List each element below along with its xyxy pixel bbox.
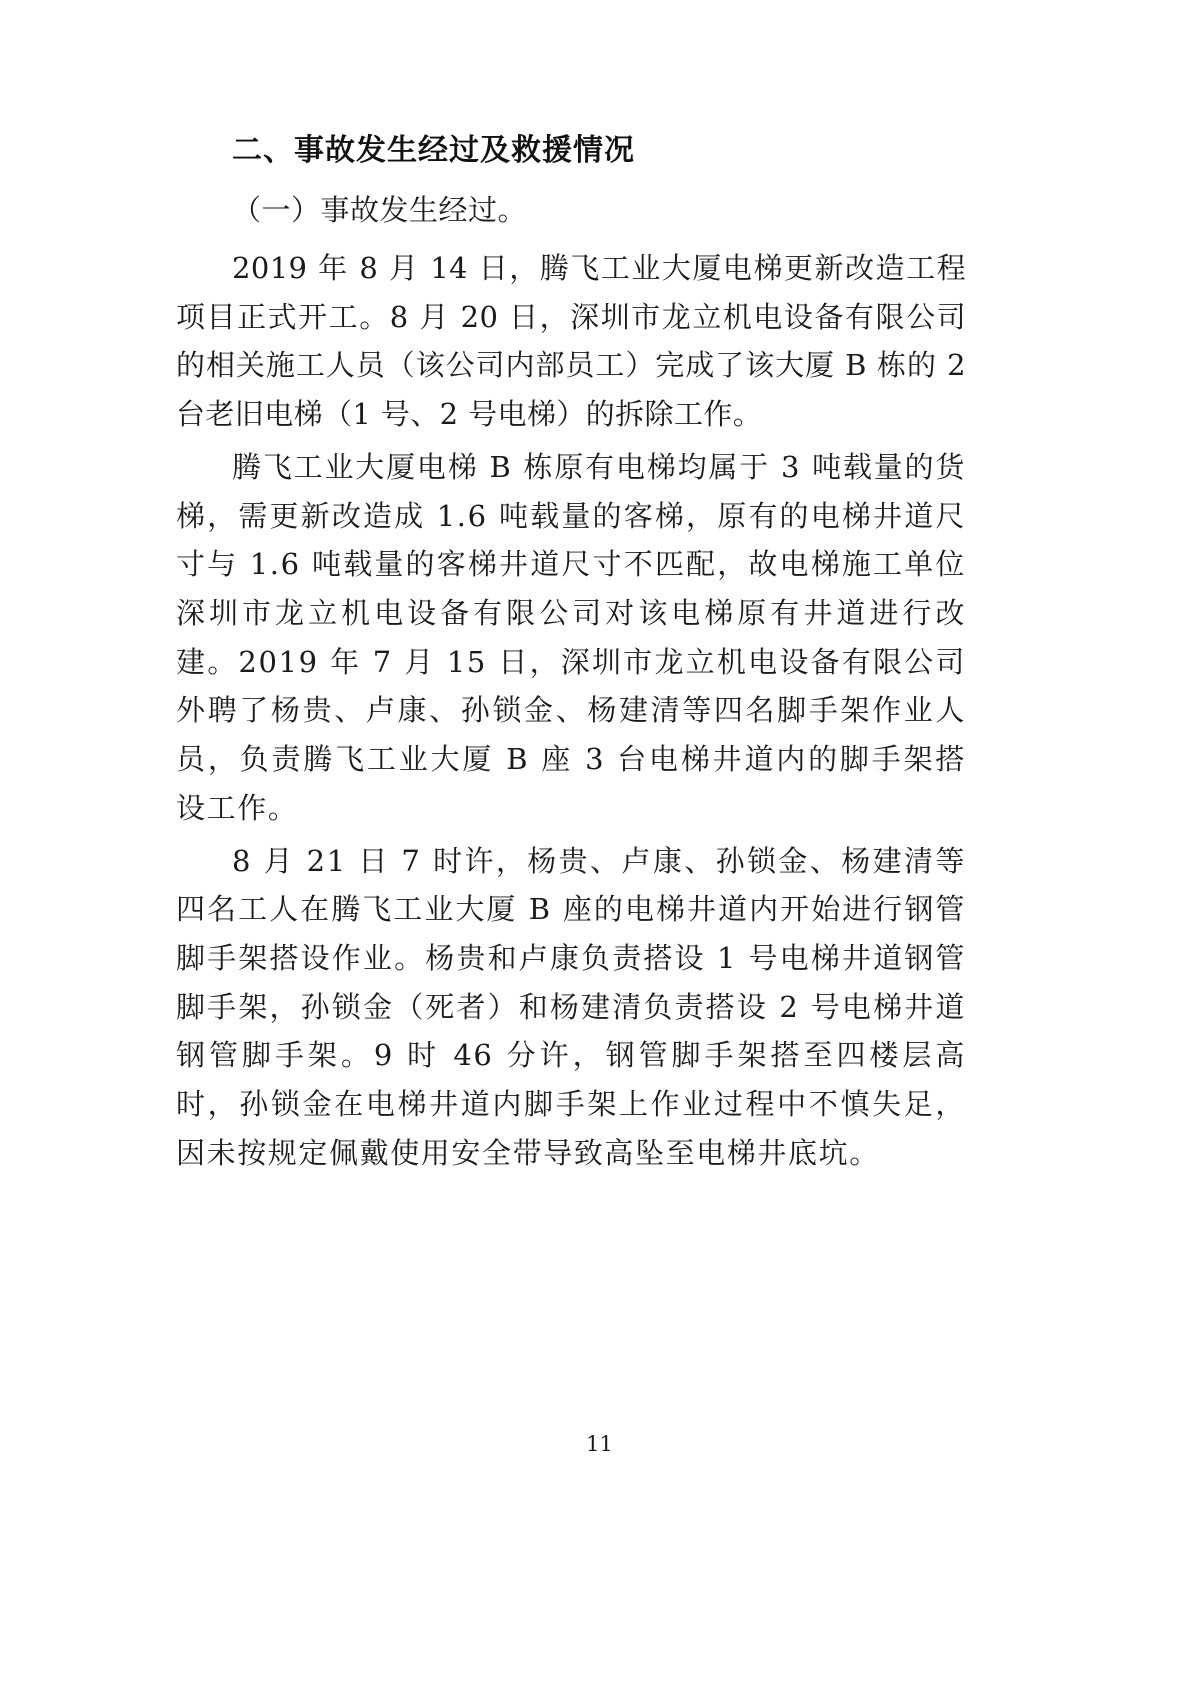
paragraph-3: 8 月 21 日 7 时许，杨贵、卢康、孙锁金、杨建清等四名工人在腾飞工业大厦 B 座的电梯井道内开始进行钢管脚手架搭设作业。杨贵和卢康负责搭设 1 号电梯井道钢管脚手架，孙锁金（死者）和杨建清负责搭设 2 号电梯井道钢管脚手架。9 时 46 分许，钢管脚手架搭至四楼层高时，孙锁金在电梯井道内脚手架上作业过程中不慎失足，因未按规定佩戴使用安全带导致高坠至电梯井底坑。 <box>176 843 966 1170</box>
page-number: 11 <box>586 1432 613 1456</box>
document-body <box>176 128 966 1182</box>
section-heading: 二、事故发生经过及救援情况 <box>232 133 635 168</box>
subsection-heading: （一）事故发生经过。 <box>232 193 528 227</box>
paragraph-2: 腾飞工业大厦电梯 B 栋原有电梯均属于 3 吨载量的货梯，需更新改造成 1.6 吨载量的客梯，原有的电梯井道尺寸与 1.6 吨载量的客梯井道尺寸不匹配，故电梯施工单位深圳市龙立机电设备有限公司对该电梯原有井道进行改建。2019 年 7 月 15 日，深圳市龙立机电设备有限公司外聘了杨贵、卢康、孙锁金、杨建清等四名脚手架作业人员，负责腾飞工业大厦 B 座 3 台电梯井道内的脚手架搭设工作。 <box>176 449 966 825</box>
paragraph-1: 2019 年 8 月 14 日，腾飞工业大厦电梯更新改造工程项目正式开工。8 月 20 日，深圳市龙立机电设备有限公司的相关施工人员（该公司内部员工）完成了该大厦 B 栋的 2 台老旧电梯（1 号、2 号电梯）的拆除工作。 <box>176 250 966 432</box>
